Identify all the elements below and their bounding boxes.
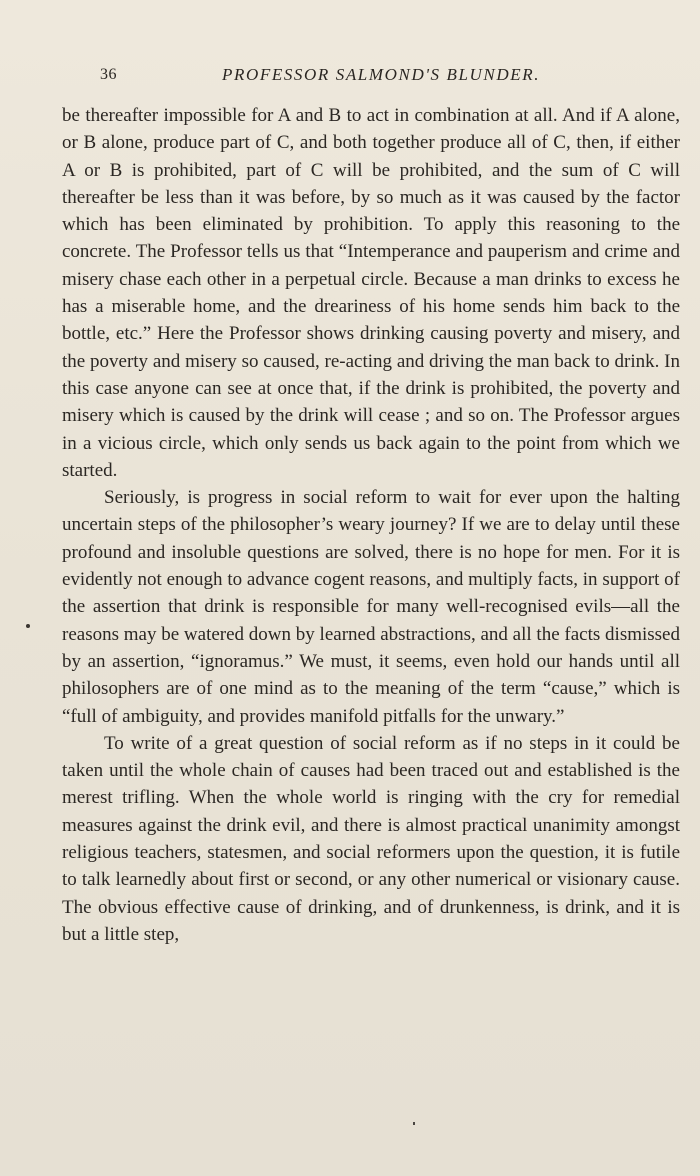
- body-text: [62, 102, 680, 948]
- paragraph-continuation: be thereafter impossible for A and B to act in combination at all. And if A alone, or B alone, produce part of C, and both together produce all of C, then, if either A or B is prohibited, part of C will be prohibited, and the sum of C will thereafter be less than it was before, by so much as it was caused by the factor which has been eliminated by prohibition. To apply this reasoning to the concrete. The Professor tells us that “Intemperance and pauperism and crime and misery chase each other in a perpetual circle. Because a man drinks to excess he has a miserable home, and the dreariness of his home sends him back to the bottle, etc.” Here the Professor shows drinking causing poverty and misery, and the poverty and misery so caused, re-acting and driving the man back to drink. In this case anyone can see at once that, if the drink is prohibited, the poverty and misery which is caused by the drink will cease ; and so on. The Professor argues in a vicious circle, which only sends us back again to the point from which we started.: [62, 105, 680, 481]
- running-title: PROFESSOR SALMOND'S BLUNDER.: [222, 65, 541, 84]
- page-number: 36: [100, 66, 117, 83]
- paragraph-seriously: Seriously, is progress in social reform to wait for ever upon the halting uncertain steps of the philosopher’s weary journey? If we are to delay until these profound and insoluble questions are solved, there is no hope for men. For it is evidently not enough to advance cogent reasons, and multiply facts, in support of the assertion that drink is responsible for many well-recognised evils—all the reasons may be watered down by learned abstractions, and all the facts dismissed by an assertion, “ignoramus.” We must, it seems, even hold our hands until all philosophers are of one mind as to the meaning of the term “cause,” which is “full of ambiguity, and provides manifold pitfalls for the unwary.”: [62, 487, 680, 727]
- margin-speck: [26, 624, 30, 628]
- paragraph-social-reform: To write of a great question of social reform as if no steps in it could be taken until the whole chain of causes had been traced out and established is the merest trifling. When the whole world is ringing with the cry for remedial measures against the drink evil, and there is almost practical unanimity amongst religious teachers, statesmen, and social reformers upon the question, it is futile to talk learnedly about first or second, or any other numerical or visionary cause. The obvious effective cause of drinking, and of drunkenness, is drink, and it is but a little step,: [62, 732, 680, 945]
- bottom-speck: [413, 1122, 415, 1125]
- page-header: [0, 62, 700, 88]
